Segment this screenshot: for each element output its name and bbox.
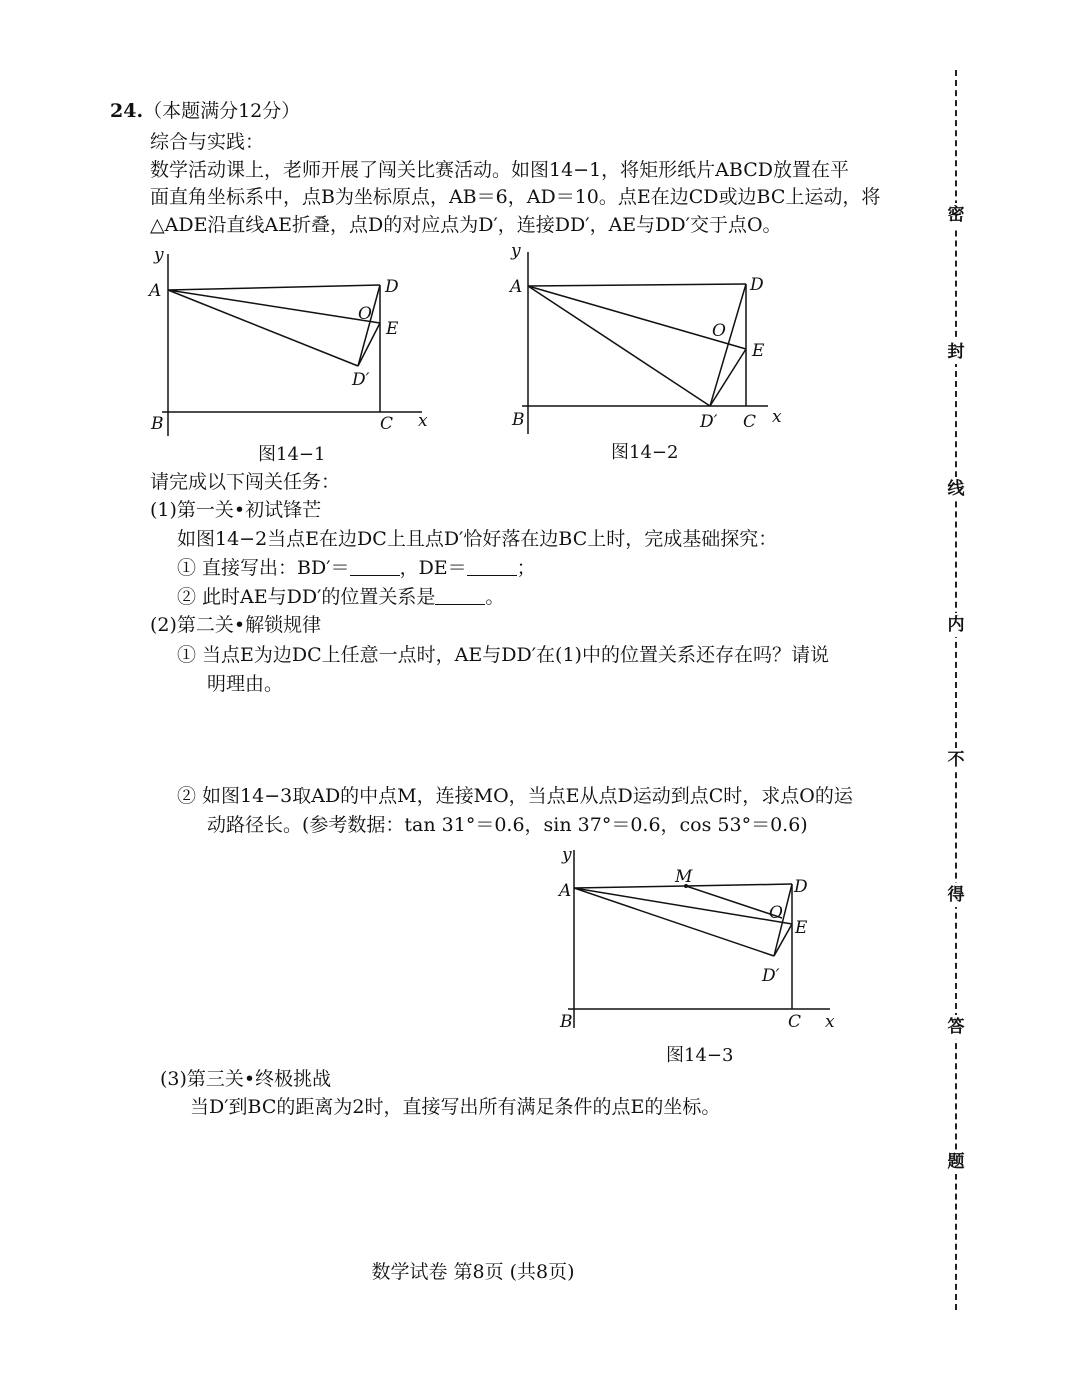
- part1-q1: [177, 555, 536, 581]
- part1-q1-text-b: ，DE＝: [399, 557, 467, 579]
- label-E: E: [386, 319, 399, 339]
- seal-char-5: 不: [944, 748, 968, 772]
- side-AD: [168, 285, 380, 290]
- label-x: x: [772, 407, 782, 427]
- answer-blank-de[interactable]: [467, 557, 517, 576]
- intro-line-2: 面直角坐标系中，点B为坐标原点，AB＝6，AD＝10。点E在边CD或边BC上运动，将: [150, 186, 881, 208]
- label-O: O: [769, 903, 783, 923]
- line-MO: [686, 886, 782, 918]
- figure-14-1: [140, 240, 440, 440]
- part2-q1-line1: ① 当点E为边DC上任意一点时，AE与DD′在(1)中的位置关系还存在吗？请说: [177, 644, 829, 666]
- label-x: x: [418, 411, 428, 431]
- label-D: D: [750, 275, 764, 295]
- part1-q1-text-c: ；: [516, 557, 536, 579]
- line-DD-prime: [710, 284, 746, 406]
- label-y: y: [511, 241, 521, 261]
- label-C: C: [743, 412, 757, 432]
- intro-line-3: △ADE沿直线AE折叠，点D的对应点为D′，连接DD′，AE与DD′交于点O。: [150, 214, 782, 236]
- label-D-prime: D′: [700, 412, 718, 432]
- figure-14-3: [548, 840, 848, 1040]
- part2-q2-line2: 动路径长。(参考数据：tan 31°＝0.6，sin 37°＝0.6，cos 53°＝0.6): [207, 814, 808, 836]
- part1-title: (1)第一关•初试锋芒: [150, 499, 322, 521]
- page-footer: 数学试卷 第8页 (共8页): [371, 1261, 575, 1283]
- seal-char-6: 得: [944, 883, 968, 907]
- label-O: O: [712, 321, 726, 341]
- label-C: C: [380, 414, 394, 434]
- caption-14-1: 图14−1: [258, 444, 326, 465]
- label-E: E: [795, 918, 808, 938]
- caption-14-3: 图14−3: [666, 1045, 734, 1066]
- label-E: E: [752, 341, 765, 361]
- label-y: y: [562, 845, 572, 865]
- tasks-intro: 请完成以下闯关任务：: [150, 471, 341, 493]
- part1-q2: [177, 584, 504, 610]
- line-D-prime-E: [358, 323, 380, 366]
- label-y: y: [154, 245, 164, 265]
- label-A: A: [510, 277, 523, 297]
- label-C: C: [788, 1012, 802, 1032]
- line-AE: [574, 888, 792, 924]
- label-B: B: [151, 414, 164, 434]
- score-note: （本题满分12分）: [143, 100, 301, 122]
- part3-title: (3)第三关•终极挑战: [160, 1068, 332, 1090]
- seal-char-4: 内: [944, 613, 968, 637]
- line-D-prime-E: [710, 349, 746, 406]
- line-AE: [168, 290, 380, 323]
- label-B: B: [512, 410, 525, 430]
- line-D-prime-E: [774, 924, 792, 956]
- line-AD-prime: [168, 290, 358, 366]
- part1-desc: 如图14−2当点E在边DC上且点D′恰好落在边BC上时，完成基础探究：: [177, 528, 778, 550]
- label-x: x: [825, 1012, 835, 1032]
- seal-char-7: 答: [944, 1015, 968, 1039]
- part1-q2-text-b: 。: [485, 586, 505, 608]
- label-B: B: [560, 1012, 573, 1032]
- part3-desc: 当D′到BC的距离为2时，直接写出所有满足条件的点E的坐标。: [190, 1096, 721, 1118]
- label-D-prime: D′: [762, 966, 780, 986]
- seal-char-3: 线: [944, 477, 968, 501]
- label-M: M: [675, 867, 693, 887]
- label-A: A: [559, 881, 572, 901]
- label-A: A: [149, 281, 162, 301]
- intro-line-1: 数学活动课上，老师开展了闯关比赛活动。如图14−1，将矩形纸片ABCD放置在平: [150, 159, 849, 181]
- part2-title: (2)第二关•解锁规律: [150, 614, 322, 636]
- section-title: 综合与实践：: [150, 131, 265, 153]
- seal-char-1: 密: [944, 203, 968, 227]
- label-D: D: [794, 877, 808, 897]
- caption-14-2: 图14−2: [611, 442, 679, 463]
- label-O: O: [358, 304, 372, 324]
- seal-char-8: 题: [944, 1150, 968, 1174]
- line-DD-prime: [358, 285, 380, 366]
- label-D-prime: D′: [352, 370, 370, 390]
- part1-q1-text-a: ① 直接写出：BD′＝: [177, 557, 350, 579]
- answer-blank-position-relation[interactable]: [435, 586, 485, 605]
- seal-dashed-line: [955, 70, 957, 1310]
- part2-q1-line2: 明理由。: [207, 673, 284, 695]
- part2-q2-line1: ② 如图14−3取AD的中点M，连接MO，当点E从点D运动到点C时，求点O的运: [177, 785, 853, 807]
- line-AD-prime: [574, 888, 774, 956]
- line-AD-prime: [528, 286, 710, 406]
- answer-blank-bd-prime[interactable]: [350, 557, 400, 576]
- part1-q2-text-a: ② 此时AE与DD′的位置关系是: [177, 586, 436, 608]
- side-AD: [528, 284, 746, 286]
- seal-char-2: 封: [944, 340, 968, 364]
- figure-14-2: [500, 236, 800, 436]
- question-number: 24.: [110, 100, 144, 122]
- question-header: [110, 98, 300, 124]
- label-D: D: [385, 277, 399, 297]
